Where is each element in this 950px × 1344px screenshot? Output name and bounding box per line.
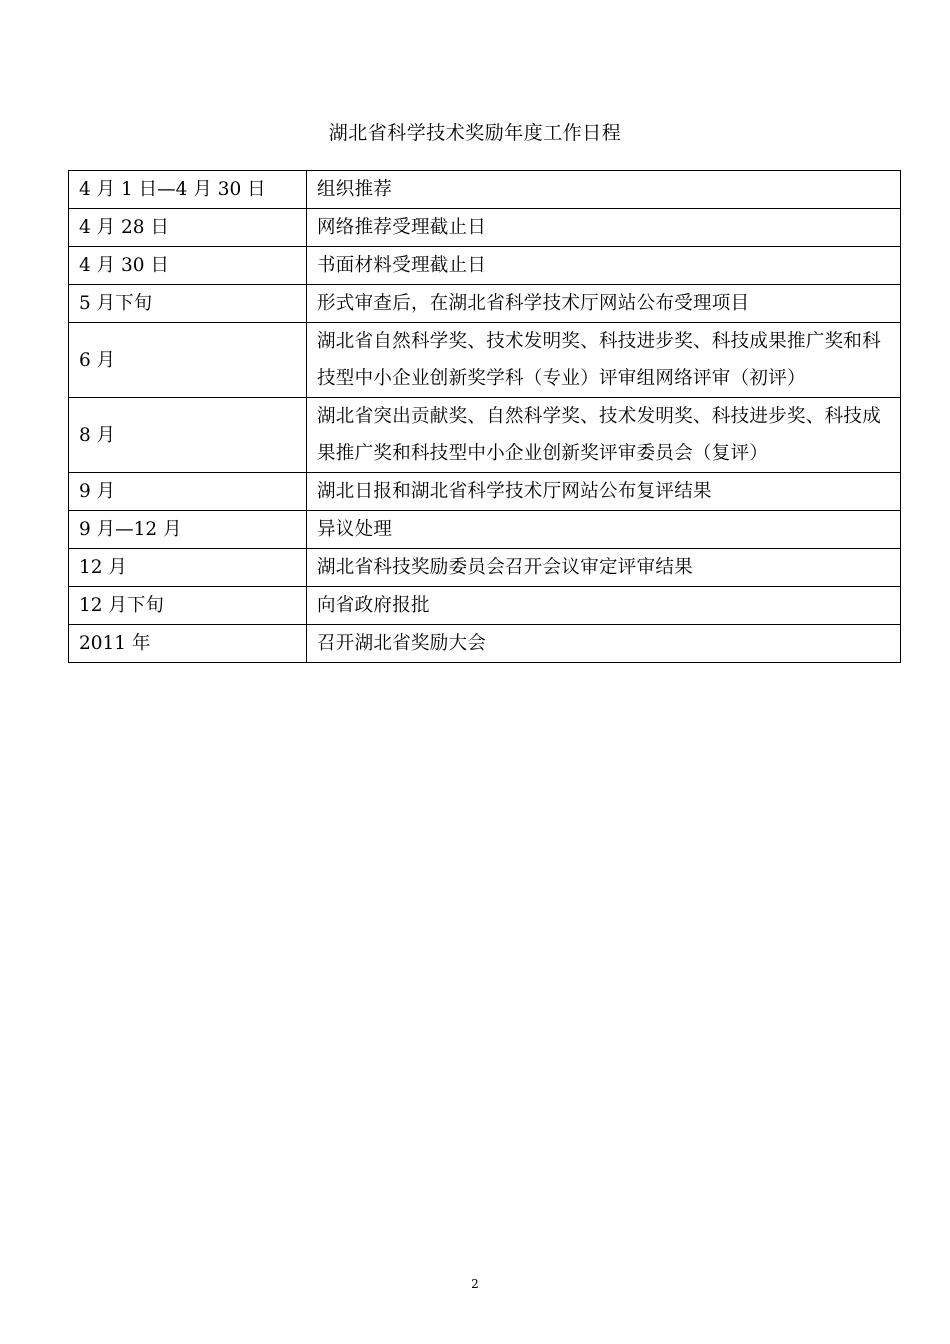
schedule-date: 4 月 30 日 [69, 247, 307, 285]
document-title: 湖北省科学技术奖励年度工作日程 [328, 122, 622, 144]
schedule-date: 6 月 [69, 323, 307, 398]
schedule-date: 5 月下旬 [69, 285, 307, 323]
schedule-date: 9 月—12 月 [69, 511, 307, 549]
table-row [69, 285, 901, 323]
schedule-event: 向省政府报批 [307, 587, 901, 625]
schedule-event: 湖北省科技奖励委员会召开会议审定评审结果 [307, 549, 901, 587]
schedule-date: 9 月 [69, 473, 307, 511]
table-row [69, 549, 901, 587]
schedule-date: 2011 年 [69, 625, 307, 663]
page-number: 2 [471, 1277, 479, 1291]
table-row [69, 247, 901, 285]
table-row [69, 209, 901, 247]
schedule-event: 书面材料受理截止日 [307, 247, 901, 285]
table-row [69, 511, 901, 549]
schedule-date: 12 月下旬 [69, 587, 307, 625]
schedule-event: 湖北省自然科学奖、技术发明奖、科技进步奖、科技成果推广奖和科技型中小企业创新奖学科（专业）评审组网络评审（初评） [307, 323, 901, 398]
table-row [69, 323, 901, 398]
table-row [69, 398, 901, 473]
schedule-event: 形式审查后，在湖北省科学技术厅网站公布受理项目 [307, 285, 901, 323]
table-row [69, 587, 901, 625]
table-row [69, 171, 901, 209]
schedule-event: 湖北省突出贡献奖、自然科学奖、技术发明奖、科技进步奖、科技成果推广奖和科技型中小企业创新奖评审委员会（复评） [307, 398, 901, 473]
table-row [69, 625, 901, 663]
schedule-event: 组织推荐 [307, 171, 901, 209]
schedule-event: 召开湖北省奖励大会 [307, 625, 901, 663]
schedule-event: 网络推荐受理截止日 [307, 209, 901, 247]
schedule-event: 异议处理 [307, 511, 901, 549]
table-row [69, 473, 901, 511]
schedule-date: 4 月 1 日—4 月 30 日 [69, 171, 307, 209]
schedule-date: 8 月 [69, 398, 307, 473]
schedule-date: 12 月 [69, 549, 307, 587]
schedule-event: 湖北日报和湖北省科学技术厅网站公布复评结果 [307, 473, 901, 511]
schedule-table [68, 170, 901, 663]
schedule-date: 4 月 28 日 [69, 209, 307, 247]
